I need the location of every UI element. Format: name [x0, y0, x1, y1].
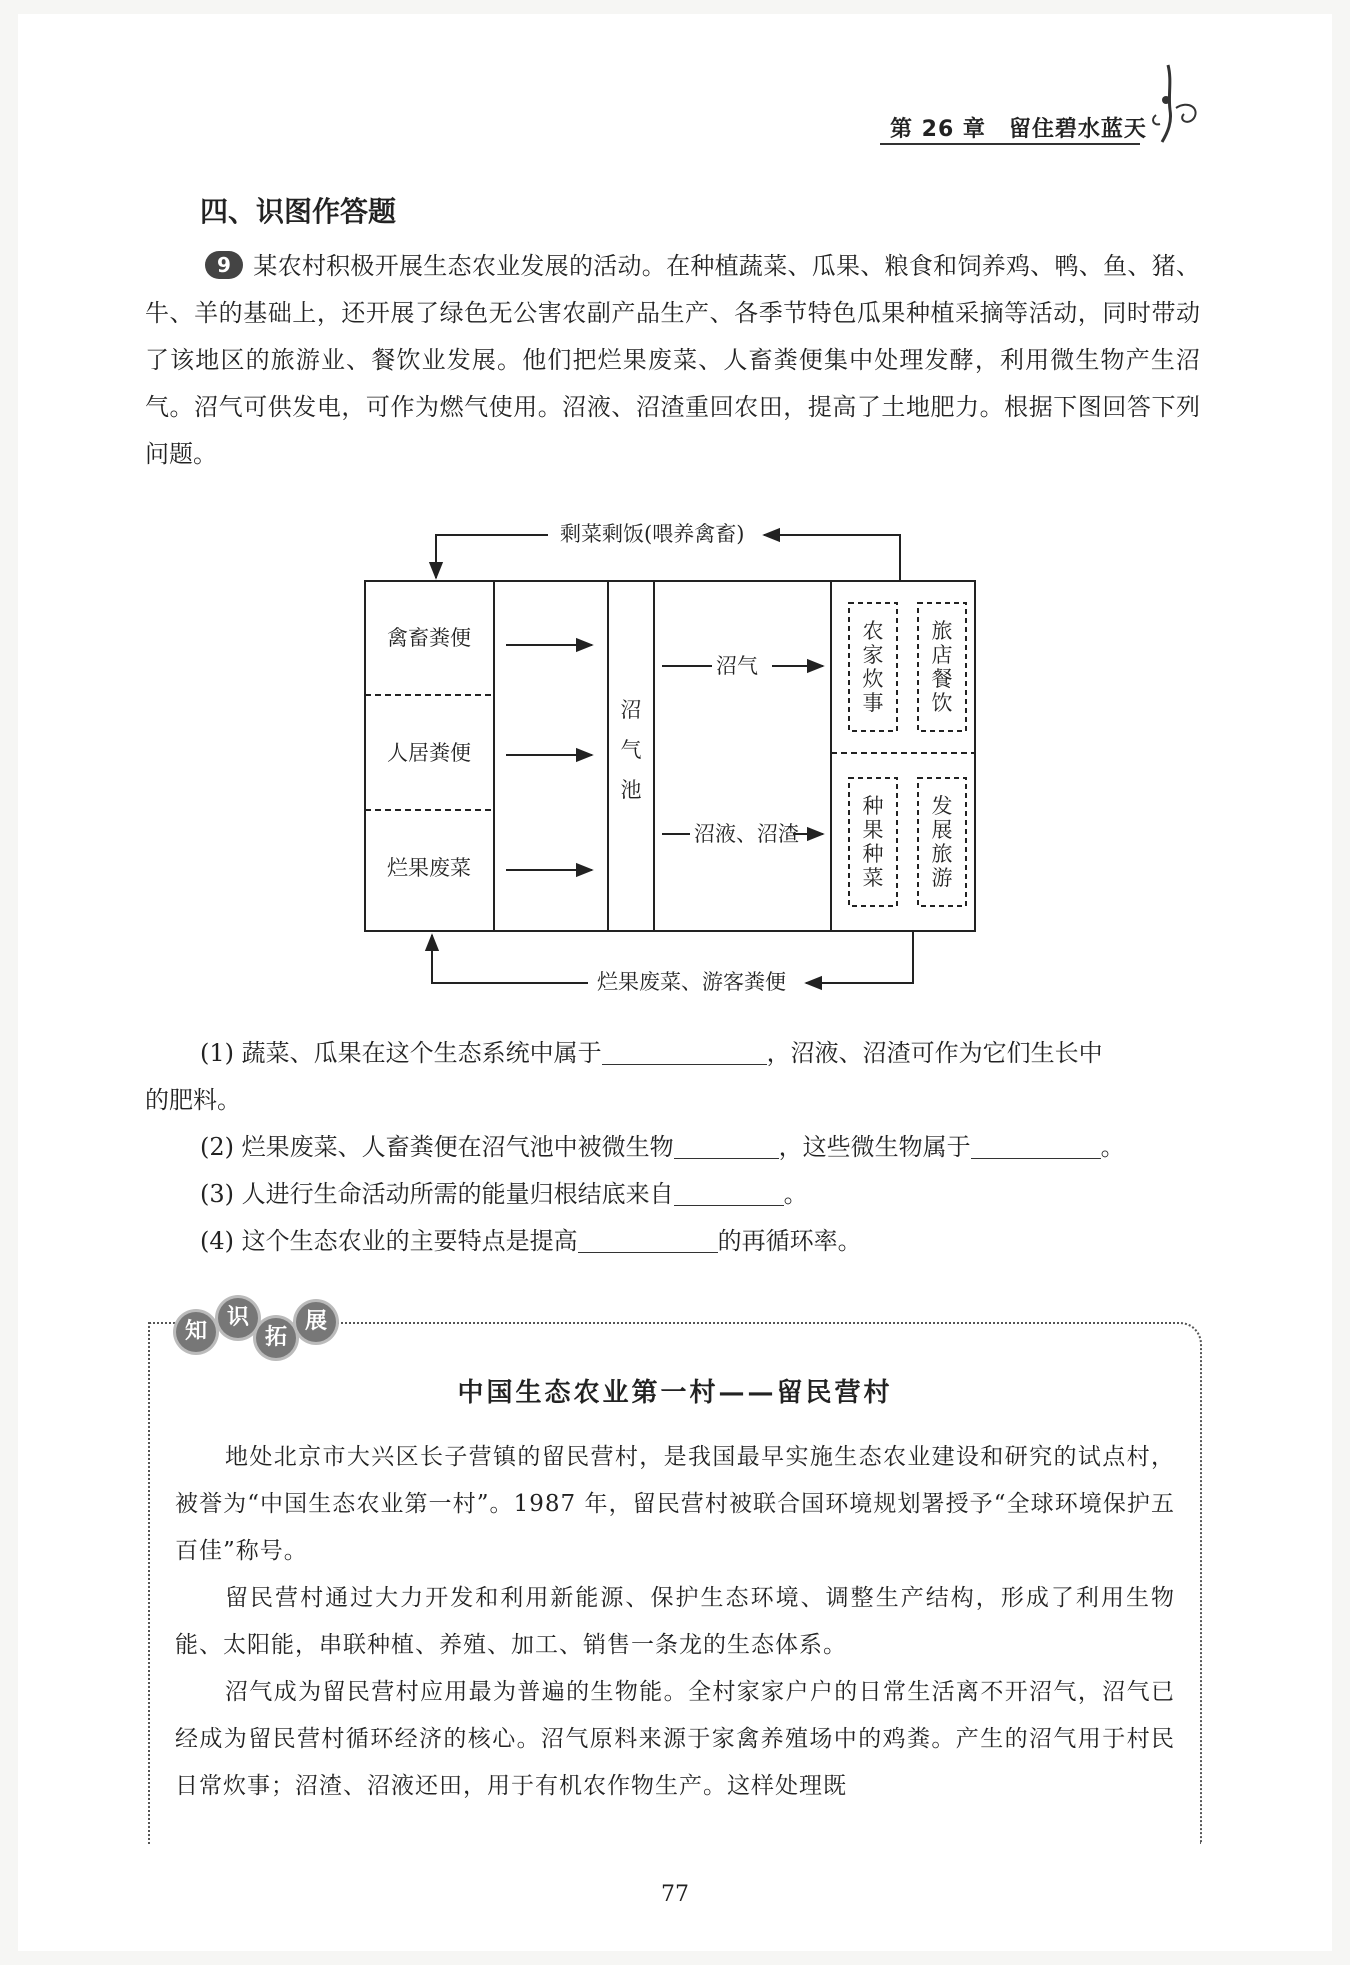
- ornament-icon: [1148, 60, 1208, 150]
- use-farm-cooking: 农家炊事: [862, 619, 884, 715]
- knowledge-paragraph-1: 地处北京市大兴区长子营镇的留民营村，是我国最早实施生态农业建设和研究的试点村，被誉为“中国生态农业第一村”。1987 年，留民营村被联合国环境规划署授予“全球环境保护五百佳”称号。: [175, 1444, 1175, 1564]
- digester-label: 沼气池: [620, 698, 642, 802]
- source-rotten-produce: 烂果废菜: [387, 856, 471, 880]
- knowledge-title: 中国生态农业第一村——留民营村: [457, 1378, 893, 1408]
- question-number-badge: 9: [205, 251, 243, 279]
- knowledge-paragraph-2: 留民营村通过大力开发和利用新能源、保护生态环境、调整生产结构，形成了利用生物能、太阳能，串联种植、养殖、加工、销售一条龙的生态体系。: [175, 1585, 1175, 1658]
- use-tourism: 发展旅游: [931, 794, 953, 890]
- sub-question-3: (3) 人进行生命活动所需的能量归根结底来自 。: [200, 1180, 808, 1208]
- answer-blank-3[interactable]: [674, 1181, 784, 1206]
- bottom-loop-label: 烂果废菜、游客粪便: [597, 970, 786, 994]
- badge-char-2: 识: [218, 1298, 258, 1338]
- section-title: 四、识图作答题: [200, 195, 397, 228]
- source-livestock-manure: 禽畜粪便: [387, 626, 471, 650]
- question-text: 某农村积极开展生态农业发展的活动。在种植蔬菜、瓜果、粮食和饲养鸡、鸭、鱼、猪、牛、羊的基础上，还开展了绿色无公害农副产品生产、各季节特色瓜果种植采摘等活动，同时带动了该地区的旅游业、餐饮业发展。他们把烂果废菜、人畜粪便集中处理发酵，利用微生物产生沼气。沼气可供发电，可作为燃气使用。沼液、沼渣重回农田，提高了土地肥力。根据下图回答下列问题。: [145, 252, 1200, 468]
- use-fruit-vegetable: 种果种菜: [862, 794, 884, 890]
- header-rule: [880, 143, 1140, 145]
- output-biogas: 沼气: [716, 654, 758, 678]
- top-loop-label: 剩菜剩饭(喂养禽畜): [560, 522, 745, 546]
- answer-blank-4[interactable]: [578, 1228, 718, 1253]
- sub-question-1: (1) 蔬菜、瓜果在这个生态系统中属于 ，沼液、沼渣可作为它们生长中 的肥料。: [145, 1039, 1103, 1114]
- answer-blank-1[interactable]: [602, 1040, 767, 1065]
- sub-question-4: (4) 这个生态农业的主要特点是提高 的再循环率。: [200, 1227, 862, 1255]
- use-hotel-dining: 旅店餐饮: [931, 619, 953, 715]
- page-number: 77: [661, 1882, 689, 1907]
- question-9-stem: [145, 243, 1200, 478]
- badge-char-3: 拓: [256, 1318, 296, 1358]
- chapter-title: 第 26 章 留住碧水蓝天: [890, 117, 1147, 142]
- source-human-waste: 人居粪便: [387, 741, 471, 765]
- output-slurry-residue: 沼液、沼渣: [694, 822, 799, 846]
- badge-char-4: 展: [296, 1302, 336, 1342]
- answer-blank-2b[interactable]: [971, 1134, 1101, 1159]
- answer-blank-2a[interactable]: [674, 1134, 779, 1159]
- sub-question-2: (2) 烂果废菜、人畜粪便在沼气池中被微生物 ，这些微生物属于 。: [200, 1133, 1125, 1161]
- knowledge-paragraph-3: 沼气成为留民营村应用最为普遍的生物能。全村家家户户的日常生活离不开沼气，沼气已经成为留民营村循环经济的核心。沼气原料来源于家禽养殖场中的鸡粪。产生的沼气用于村民日常炊事；沼渣、沼液还田，用于有机农作物生产。这样处理既: [175, 1679, 1175, 1799]
- badge-char-1: 知: [176, 1312, 216, 1352]
